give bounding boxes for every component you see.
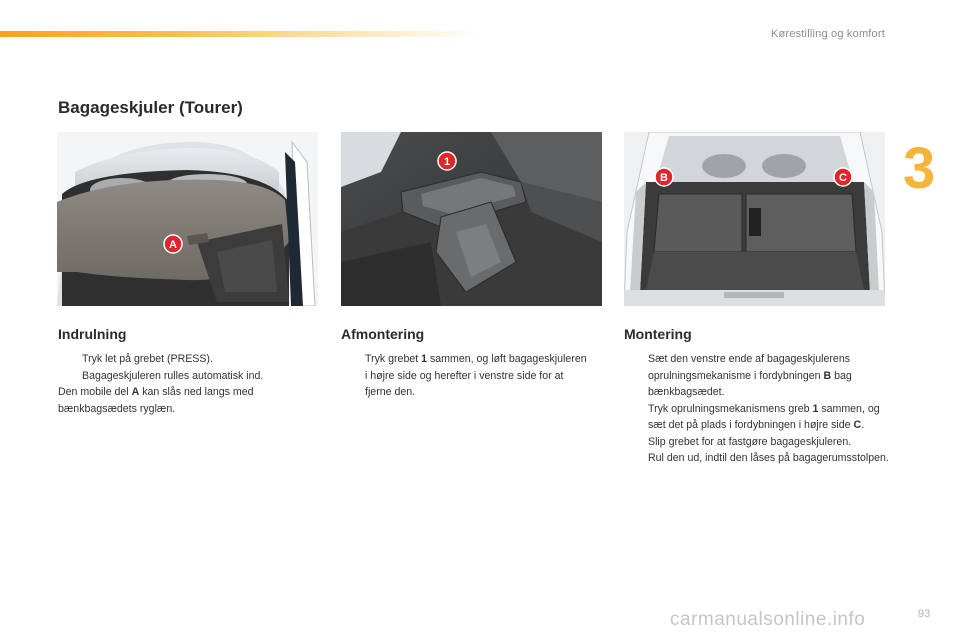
section-heading: Montering — [624, 326, 692, 342]
callout-a-label: A — [169, 239, 177, 251]
callout-1-label: 1 — [443, 156, 451, 168]
section-indrulning — [58, 326, 308, 417]
instruction-item: Rul den ud, indtil den låses på bagagerumsstolpen. — [648, 452, 889, 464]
note-text: Den mobile del A kan slås ned langs med bænkbagsædets ryglæn. — [58, 386, 254, 415]
chapter-number: 3 — [903, 136, 936, 201]
page-title: Bagageskjuler (Tourer) — [58, 98, 243, 117]
instruction-item: Tryk grebet 1 sammen, og løft bagageskjuleren i højre side og herefter i venstre side for at fjerne den. — [365, 353, 587, 398]
instruction-item: Tryk let på grebet (PRESS). Bagageskjuleren rulles automatisk ind. — [82, 353, 264, 382]
section-afmontering — [341, 326, 591, 401]
instruction-item: Tryk oprulningsmekanismens greb 1 sammen, og sæt det på plads i fordybningen i højre side C. — [648, 402, 880, 431]
callout-a — [163, 234, 183, 259]
page-number: 93 — [918, 608, 931, 620]
watermark: carmanualsonline.info — [670, 609, 866, 630]
callout-1 — [437, 151, 457, 176]
instruction-item: Slip grebet for at fastgøre bagageskjuleren. — [648, 435, 852, 448]
section-montering — [624, 326, 889, 467]
photo-montering — [624, 132, 885, 306]
callout-c — [833, 167, 853, 192]
section-heading: Indrulning — [58, 326, 127, 342]
section-header: Kørestilling og komfort — [770, 28, 885, 40]
callout-b — [654, 167, 674, 192]
callout-c-label: C — [839, 172, 847, 184]
instruction-item: Sæt den venstre ende af bagageskjulerens oprulningsmekanisme i fordybningen B bag bænkbagsædet. — [648, 353, 852, 398]
header-accent-bar — [0, 31, 480, 37]
section-heading: Afmontering — [341, 326, 425, 342]
callout-b-label: B — [660, 172, 668, 184]
photo-indrulning — [57, 132, 318, 306]
photo-afmontering — [341, 132, 602, 306]
